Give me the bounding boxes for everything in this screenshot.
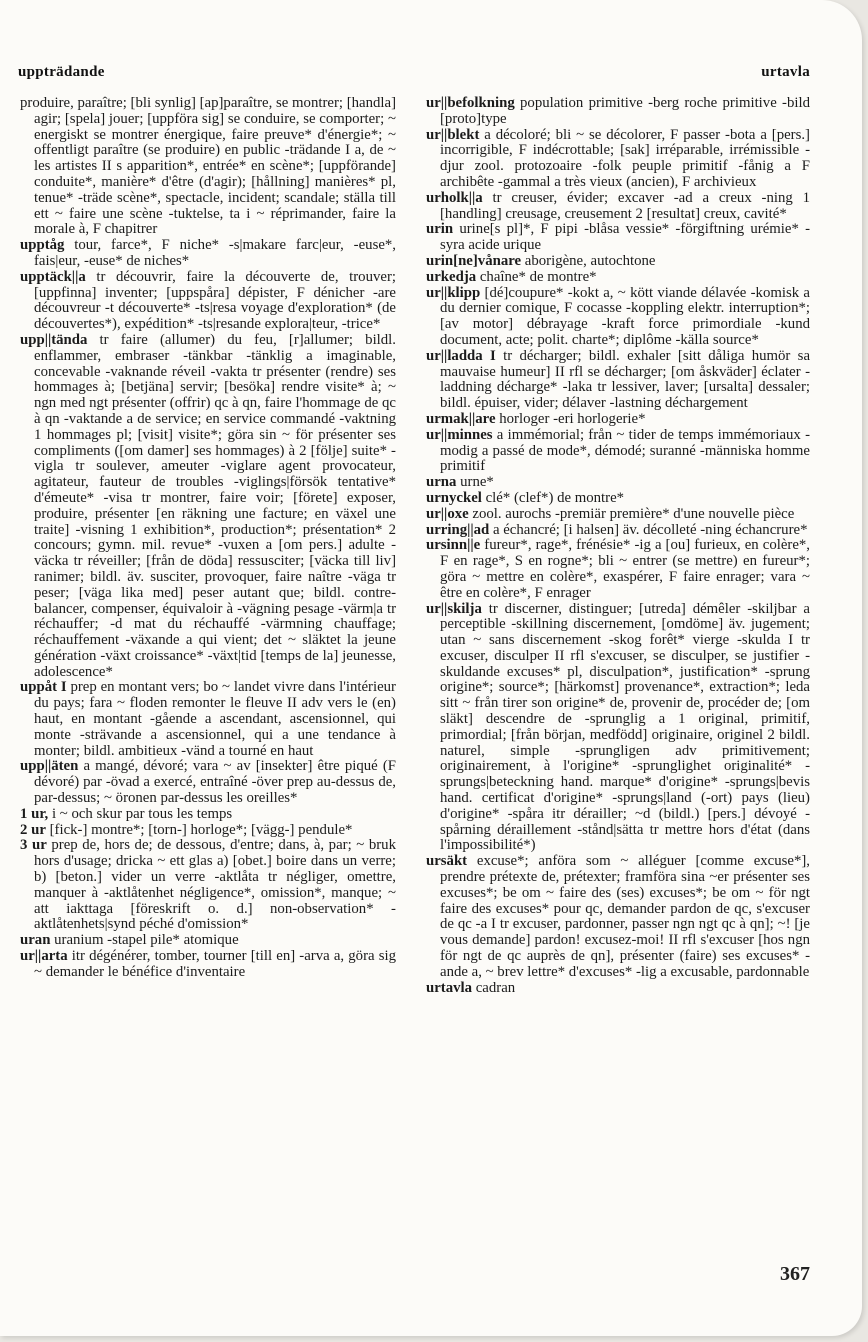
entry-body: a décoloré; bli ~ se décolorer, F passer -bota a [pers.] incorrigible, F indécrottable; [sak] irréparable, irrémissible -djur zool. protozoaire -folk peuple primitif -fånig a F archibête -gammal a très vieux (ancien), F archivieux — [440, 126, 810, 190]
entry-body: prep en montant vers; bo ~ landet vivre dans l'intérieur du pays; fara ~ floden remonter le fleuve II adv vers le (en) haut, en montant -gående a ascendant, ascensionnel, qui monte -strävande a ascensionnel, qui a une tendance à monter; bildl. ambitieux -vänd a tourné en haut — [34, 679, 396, 759]
left-column — [20, 96, 396, 981]
dictionary-entry — [426, 349, 810, 412]
dictionary-entry — [20, 270, 396, 333]
dictionary-entry — [426, 191, 810, 223]
entry-body: produire, paraître; [bli synlig] [ap]paraître, se montrer; [handla] agir; [spela] jouer; [uppföra sig] se conduire, se comporter; ~ energiskt se montrer énergique, faire preuve* d'énergie*; ~ offentligt paraître (se produire) en public -trädande I a, de ~ les artistes II s apparition*, entrée* en scène*; [uppförande] conduite*, manière* d'être (d'agir); [hållning] manières* pl, tenue* -träde scène*, spectacle, incident; scandale; ställa till ett ~ faire une scène -tuktelse, ta i ~ réprimander, faire la morale à, F chapitrer — [20, 95, 396, 238]
entry-body: fureur*, rage*, frénésie* -ig a [ou] furieux, en colère*, F en rage*, S en rogne*; bli ~ entrer (se mettre) en fureur*; göra ~ mettre en colère*, exaspérer, F faire enrager; vara ~ être en colère*, F enrager — [440, 537, 810, 601]
entry-headword: ur||oxe — [426, 505, 469, 522]
entry-body: tr creuser, évider; excaver -ad a creux -ning 1 [handling] creusage, creusement 2 [resultat] creux, cavité* — [440, 189, 810, 222]
dictionary-entry — [426, 523, 810, 539]
entry-body: chaîne* de montre* — [476, 268, 597, 285]
page-number: 367 — [780, 1263, 810, 1285]
dictionary-entry — [20, 96, 396, 238]
entry-body: tour, farce*, F niche* -s|makare farc|eur, -euse*, fais|eur, -euse* de niches* — [34, 237, 396, 269]
entry-body: [dé]coupure* -kokt a, ~ kött viande délavée -komisk a du dernier comique, F cocasse -koppling elektr. interruption*; [av motor] débrayage -kraft force primordiale -kund document, acte; polit. charte*; diplôme -källa source* — [440, 284, 810, 348]
dictionary-entry — [20, 949, 396, 981]
dictionary-entry — [426, 270, 810, 286]
entry-body: itr dégénérer, tomber, tourner [till en] -arva a, göra sig ~ demander le bénéfice d'inventaire — [34, 948, 396, 980]
entry-headword: 2 ur — [20, 821, 46, 838]
dictionary-entry — [426, 286, 810, 349]
entry-headword: uran — [20, 932, 51, 949]
entry-headword: ur||arta — [20, 948, 68, 965]
entry-headword: upp||äten — [20, 758, 79, 775]
entry-body: tr discerner, distinguer; [utreda] démêler -skiljbar a perceptible -skillning discernement, [omdöme] äv. jugement; utan ~ sans discernement -skog forêt* vierge -skulda I tr excuser, disculper II rfl s'excuser, se disculper, se justifier -skuldande excuses* pl, disculpation*, justification* -sprung origine*; source*; [härkomst] provenance*, extraction*; leda sitt ~ från tirer son origine* de, provenir de, procéder de; [om släkt] descendre de -sprunglig a 1 original, primitif, primordial; [från början, medfödd] originaire, originel 2 bildl. naturel, simple -sprungligen adv primitivement; originairement, à l'origine* -sprunglighet originalité* -sprungs|beteckning hand. marque* d'origine* -sprungs|bevis hand. certificat d'origine* -sprungs|land (-ort) pays (lieu) d'origine* -spåra itr dérailler; ~d (bildl.) [pers.] dévoyé -spårning déraillement -stånd|sätta tr mettre hors d'état (dans l'impossibilité*) — [440, 600, 810, 854]
dictionary-entry — [20, 680, 396, 759]
dictionary-entry — [426, 491, 810, 507]
dictionary-entry — [426, 475, 810, 491]
entry-body: i ~ och skur par tous les temps — [48, 805, 233, 822]
entry-headword: ur||skilja — [426, 600, 482, 617]
entry-body: urne* — [456, 474, 494, 491]
entry-body: a immémorial; från ~ tider de temps immémoriaux -modig a passé de mode*, démodé; suranné -människa homme primitif — [440, 426, 810, 475]
dictionary-entry — [426, 854, 810, 980]
entry-headword: upp||tända — [20, 331, 88, 348]
entry-body: tr découvrir, faire la découverte de, trouver; [uppfinna] inventer; [uppspåra] dépister, F dénicher -are découvreur -t découverte* -ts|resa voyage d'exploration* (de découvertes*), expédition* -ts|resande explora|teur, -trice* — [34, 268, 396, 333]
entry-headword: urring||ad — [426, 521, 490, 538]
entry-headword: urtavla — [426, 979, 473, 996]
entry-headword: urnyckel — [426, 489, 482, 506]
entry-headword: ur||minnes — [426, 426, 493, 443]
entry-body: aborigène, autochtone — [521, 252, 656, 269]
entry-headword: urkedja — [426, 268, 477, 285]
entry-headword: urmak||are — [426, 410, 496, 427]
entry-headword: urna — [426, 474, 457, 491]
entry-headword: urin — [426, 221, 454, 238]
entry-body: cadran — [472, 979, 516, 996]
dictionary-entry — [426, 507, 810, 523]
entry-headword: urin[ne]vånare — [426, 252, 522, 269]
dictionary-entry — [426, 428, 810, 475]
entry-body: uranium -stapel pile* atomique — [50, 932, 239, 949]
dictionary-entry — [426, 602, 810, 855]
entry-headword: upptåg — [20, 237, 65, 254]
entry-headword: ur||klipp — [426, 284, 481, 301]
entry-headword: ursäkt — [426, 853, 468, 870]
entry-headword: ur||befolkning — [426, 95, 515, 111]
entry-body: a échancré; [i halsen] äv. décolleté -ning échancrure* — [489, 521, 808, 538]
dictionary-entry — [426, 128, 810, 191]
dictionary-entry — [426, 96, 810, 128]
dictionary-entry — [426, 538, 810, 601]
dictionary-entry — [20, 823, 396, 839]
dictionary-entry — [20, 759, 396, 806]
entry-body: clé* (clef*) de montre* — [481, 489, 625, 506]
entry-headword: ur||blekt — [426, 126, 480, 143]
dictionary-entry — [426, 412, 810, 428]
entry-headword: urholk||a — [426, 189, 483, 206]
dictionary-entry — [426, 981, 810, 997]
entry-headword: ur||ladda I — [426, 347, 496, 364]
dictionary-entry — [426, 254, 810, 270]
dictionary-entry — [20, 807, 396, 823]
entry-body: zool. aurochs -premiär première* d'une nouvelle pièce — [468, 505, 795, 522]
right-guide-word: urtavla — [761, 64, 810, 80]
entry-body: population primitive -berg roche primitive -bild [proto]type — [440, 95, 810, 127]
entry-body: horloger -eri horlogerie* — [495, 410, 646, 427]
entry-headword: 3 ur — [20, 837, 47, 854]
dictionary-entry — [20, 333, 396, 681]
entry-body: tr décharger; bildl. exhaler [sitt dåliga humör sa mauvaise humeur] II rfl se décharger; [om åskväder] éclater -laddning décharge* -laka tr lessiver, laver; [ursalta] dessaler; bildl. épuiser, vider; délaver -lastning déchargement — [440, 347, 811, 412]
entry-headword: 1 ur, — [20, 805, 49, 822]
entry-body: prep de, hors de; de dessous, d'entre; dans, à, par; ~ bruk hors d'usage; dricka ~ ett glas a) [obet.] boire dans un verre; b) [beton.] vider un verre -aktlåta tr négliger, omettre, manquer à -aktlåtenhet négligence*, omission*, manque; ~ att iakttaga [föreskrift o. d.] non-observation* -aktlåtenhets|synd péché d'omission* — [34, 837, 396, 933]
entry-headword: ursinn||e — [426, 537, 481, 554]
entry-body: [fick-] montre*; [torn-] horloge*; [vägg-] pendule* — [45, 821, 353, 838]
entry-body: excuse*; anföra som ~ alléguer [comme excuse*], prendre prétexte de, prétexter; framföra sina ~er présenter ses excuses*; be om ~ faire des (ses) excuses*; be om ~ för ngt faire des excuses* pour qc, demander pardon de qc, s'excuser de qc -a I tr excuser, pardonner, passer ngn ngt qc à qn]; ~! [je vous demande] pardon! excusez-moi! II rfl s'excuser [hos ngn för ngt de qc auprès de qn], présenter (faire) ses excuses* -ande a, ~ brev lettre* d'excuses* -lig a excusable, pardonnable — [440, 853, 810, 980]
entry-headword: upptäck||a — [20, 268, 86, 285]
entry-body: urine[s pl]*, F pipi -blåsa vessie* -förgiftning urémie* -syra acide urique — [440, 221, 810, 254]
left-guide-word: uppträdande — [18, 64, 105, 80]
dictionary-entry — [20, 933, 396, 949]
entry-body: tr faire (allumer) du feu, [r]allumer; bildl. enflammer, embraser -tänkbar -tänklig a imaginable, concevable -vaknande réveil -vakta tr présenter (rendre) ses hommages à; [betjäna] servir; [besöka] rendre visite* à; ~ ngn med ngt présenter (offrir) qc à qn, faire l'hommage de qc à qn -vaktande a de service; en service commandé -vaktning 1 hommages pl; [visit] visite*; göra sin ~ för présenter ses compliments ([om damer] ses hommages) à 2 [följe] suite* -vigla tr soulever, ameuter -viglare agent provocateur, agitateur, fauteur de troubles -viglings|försök tentative* d'émeute* -visa tr montrer, faire voir; [förete] exposer, produire, présenter [en räkning une facture; en växel une traite] -visning 1 exhibition*, production*; présentation* 2 concours; gymn. mil. revue* -vuxen a [om pers.] adulte -väcka tr réveiller; [från de döda] ressusciter; [väcka till liv] ranimer; bildl. äv. susciter, provoquer, faire naître -väga tr peser; [väga lika med] peser autant que; bildl. contre-balancer, compenser, équivaloir à -vägning pesage -värm|a tr réchauffer; -d mat du réchauffé -värmning chauffage; réchauffement -växande a qui vient; det ~ släktet la jeune génération -växt croissance* -växt|tid [temps de la] jeunesse, adolescence* — [34, 331, 396, 680]
dictionary-entry — [426, 222, 810, 254]
dictionary-entry — [20, 238, 396, 270]
right-column — [426, 96, 810, 996]
entry-headword: uppåt I — [20, 679, 67, 696]
entry-body: a mangé, dévoré; vara ~ av [insekter] être piqué (F dévoré) par -övad a exercé, entraîné -över prep au-dessus de, par-dessus; ~ öronen par-dessus les oreilles* — [34, 758, 396, 807]
dictionary-entry — [20, 838, 396, 933]
